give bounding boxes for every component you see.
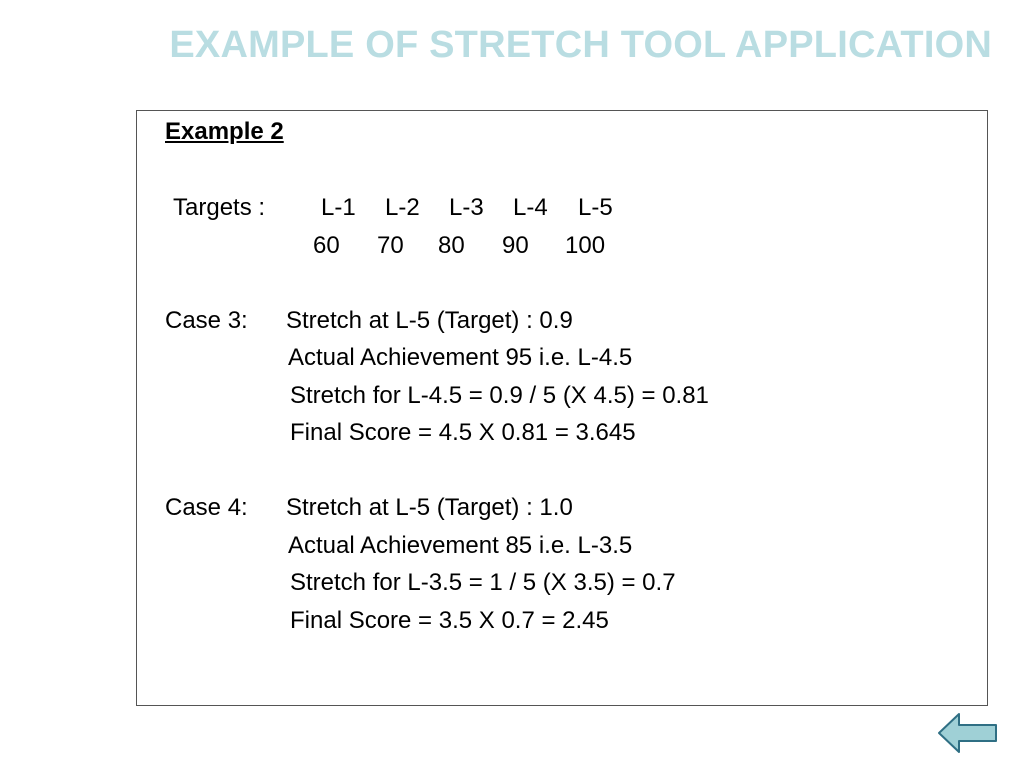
- case-label: Case 4:: [165, 494, 248, 521]
- target-value: 100: [565, 232, 606, 259]
- target-level: L-1: [321, 194, 356, 221]
- content-box: [136, 110, 988, 706]
- stretch-calculation: Stretch for L-4.5 = 0.9 / 5 (X 4.5) = 0.81: [290, 382, 709, 409]
- target-value: 60: [313, 232, 340, 259]
- targets-label: Targets :: [173, 194, 266, 221]
- case-4-heading-line: [165, 494, 573, 522]
- target-level: L-4: [513, 194, 548, 221]
- stretch-at-target: Stretch at L-5 (Target) : 0.9: [286, 307, 573, 334]
- actual-achievement: Actual Achievement 85 i.e. L-3.5: [288, 532, 633, 559]
- target-value: 80: [438, 232, 465, 259]
- final-score: Final Score = 3.5 X 0.7 = 2.45: [290, 607, 609, 634]
- slide-title: EXAMPLE OF STRETCH TOOL APPLICATION: [169, 24, 992, 66]
- back-button[interactable]: [937, 712, 999, 754]
- final-score: Final Score = 4.5 X 0.81 = 3.645: [290, 419, 636, 446]
- target-value: 70: [377, 232, 404, 259]
- case-label: Case 3:: [165, 307, 248, 334]
- left-arrow-icon: [937, 712, 999, 754]
- stretch-at-target: Stretch at L-5 (Target) : 1.0: [286, 494, 573, 521]
- example-heading: Example 2: [165, 118, 284, 145]
- target-value: 90: [502, 232, 529, 259]
- stretch-calculation: Stretch for L-3.5 = 1 / 5 (X 3.5) = 0.7: [290, 569, 676, 596]
- case-3-heading-line: [165, 307, 573, 335]
- target-level: L-2: [385, 194, 420, 221]
- target-level: L-3: [449, 194, 484, 221]
- actual-achievement: Actual Achievement 95 i.e. L-4.5: [288, 344, 633, 371]
- target-level: L-5: [578, 194, 613, 221]
